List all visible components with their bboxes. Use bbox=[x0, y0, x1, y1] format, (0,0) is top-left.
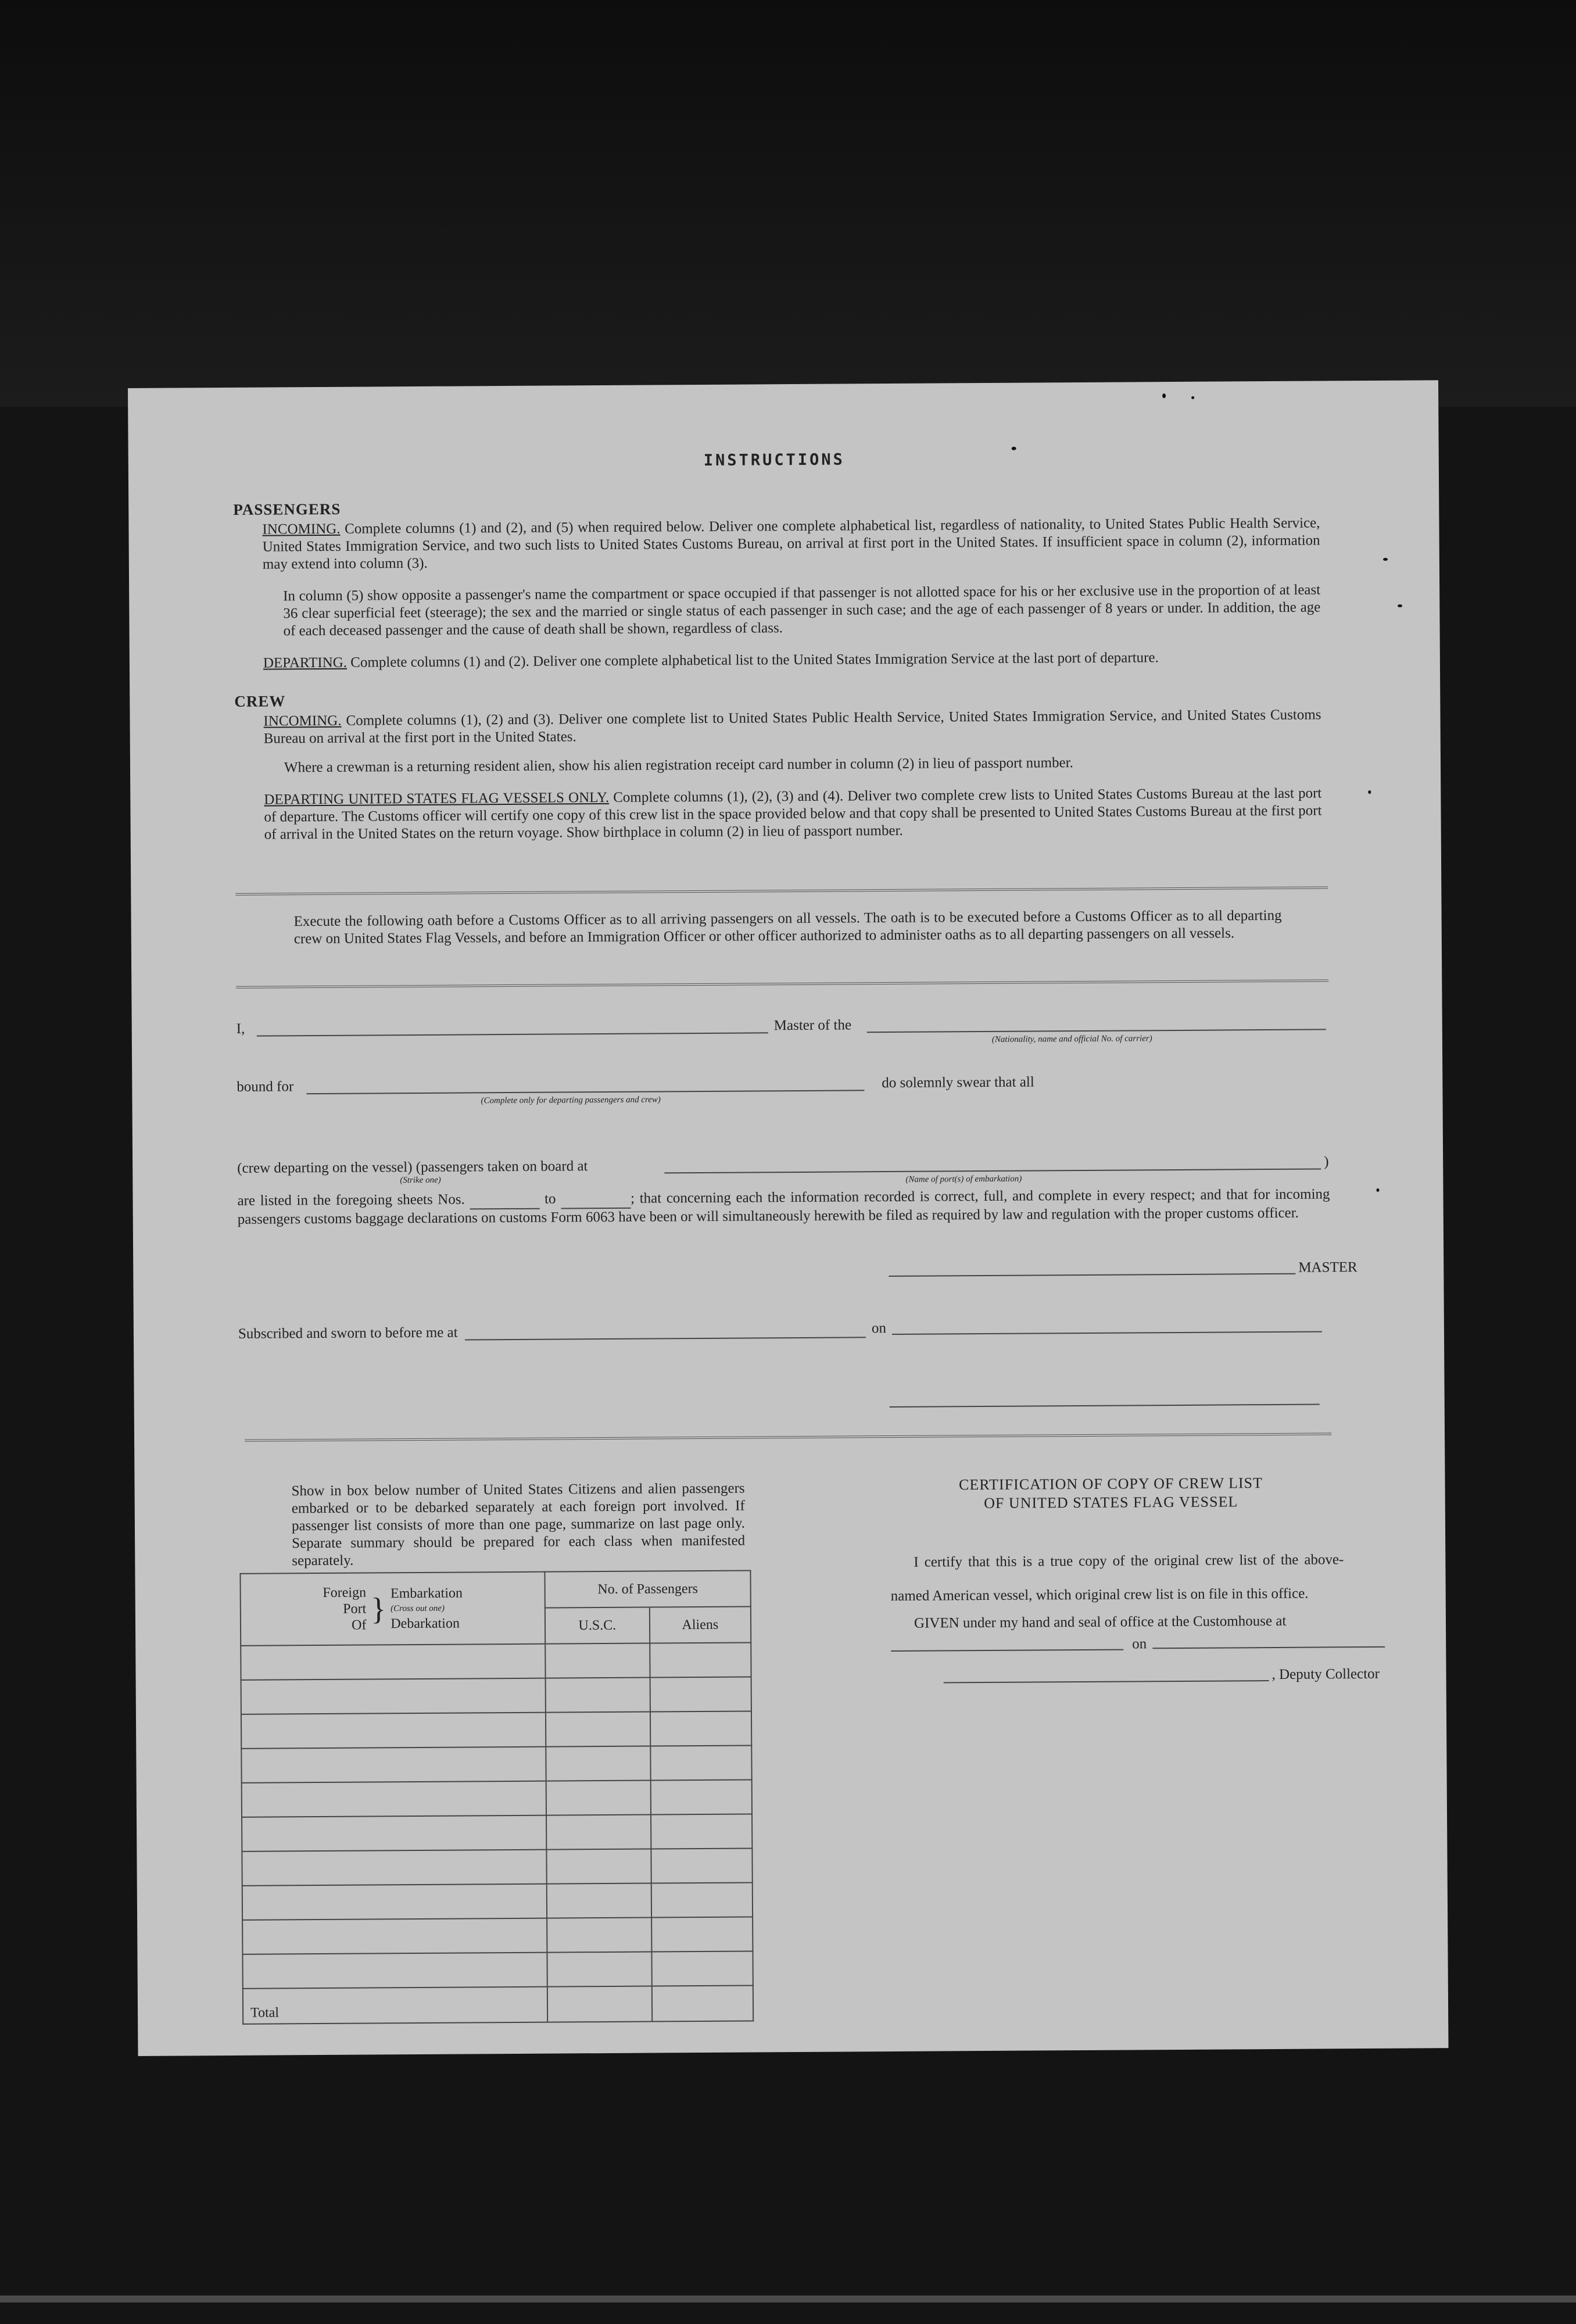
port-cell[interactable] bbox=[241, 1678, 546, 1714]
crew-departing-label-line: (crew departing on the vessel) (passengers taken on board at bbox=[237, 1158, 588, 1176]
certification-title-line1: CERTIFICATION OF COPY OF CREW LIST bbox=[959, 1474, 1263, 1494]
port-cell[interactable] bbox=[241, 1747, 546, 1783]
bound-for-caption: (Complete only for departing passengers and crew) bbox=[481, 1095, 661, 1106]
crew-incoming-label: INCOMING. bbox=[263, 712, 342, 729]
table-row bbox=[242, 1848, 752, 1885]
col-of: Of bbox=[351, 1617, 367, 1633]
passengers-departing-text: Complete columns (1) and (2). Deliver one complete alphabetical list to the United States Immigration Service at the last port of departure. bbox=[350, 650, 1159, 671]
usc-cell[interactable] bbox=[546, 1746, 650, 1781]
aliens-cell[interactable] bbox=[650, 1745, 752, 1780]
usc-header: U.S.C. bbox=[545, 1607, 650, 1644]
deputy-label: , Deputy Collector bbox=[1271, 1666, 1380, 1683]
usc-cell[interactable] bbox=[546, 1781, 651, 1815]
speck bbox=[1398, 604, 1402, 607]
brace-glyph: } bbox=[371, 1591, 386, 1627]
officer-signature-field[interactable] bbox=[890, 1404, 1320, 1408]
cert-date-field[interactable] bbox=[1152, 1646, 1385, 1649]
aliens-cell[interactable] bbox=[651, 1814, 753, 1849]
port-caption: (Name of port(s) of embarkation) bbox=[905, 1174, 1022, 1184]
embarkation-port-field[interactable] bbox=[664, 1168, 1321, 1173]
passengers-departing-paragraph bbox=[263, 648, 1321, 672]
aliens-cell[interactable] bbox=[651, 1951, 753, 1986]
bound-for-field[interactable] bbox=[306, 1090, 864, 1094]
passengers-incoming-text: Complete columns (1) and (2), and (5) when required below. Deliver one complete alphabetical list, regardless of nationality, to United States Public Health Service, United States Immigration Service, and two such lists to United States Customs Bureau, on arrival at first port in the United States. If insufficient space in column (2), information may extend into column (3). bbox=[262, 515, 1320, 572]
speck bbox=[1376, 1188, 1379, 1192]
crew-departing-paragraph bbox=[264, 785, 1322, 843]
strike-one-caption: (Strike one) bbox=[400, 1175, 441, 1186]
master-name-field[interactable] bbox=[257, 1032, 768, 1036]
master-of-label: Master of the bbox=[773, 1017, 852, 1034]
port-cell[interactable] bbox=[242, 1850, 546, 1886]
crew-heading: CREW bbox=[234, 692, 286, 710]
divider bbox=[235, 886, 1328, 895]
speck bbox=[1162, 393, 1166, 398]
port-cell[interactable] bbox=[242, 1918, 547, 1954]
cert-on-label: on bbox=[1132, 1636, 1147, 1652]
oath-instruction: Execute the following oath before a Customs Officer as to all arriving passengers on all vessels. The oath is to be executed before a Customs Officer as to all departing crew on United States Flag Vessels, and before an Immigration Officer or other officer authorized to administer oaths as to all departing passengers on all vessels. bbox=[293, 907, 1282, 947]
master-label: MASTER bbox=[1298, 1259, 1357, 1276]
col-embarkation: Embarkation bbox=[390, 1585, 463, 1602]
table-row bbox=[242, 1951, 753, 1988]
passengers-column5-paragraph: In column (5) show opposite a passenger's name the compartment or space occupied if that passenger is not allotted space for his or her exclusive use in the proportion of at least 36 clear superficial feet (steerage); the sex and the married or single status of each passenger in such case; and the age of each passenger of 8 years or under. In addition, the age of each deceased passenger and the cause of death shall be shown, regardless of class. bbox=[283, 582, 1321, 639]
form-sheet bbox=[128, 380, 1448, 2056]
summary-instruction: Show in box below number of United States Citizens and alien passengers embarked or to be debarked separately at each foreign port involved. If passenger list consists of more than one page, summarize on last page only. Separate summary should be prepared for each class when manifested separately. bbox=[291, 1480, 746, 1569]
passengers-incoming-paragraph bbox=[262, 514, 1320, 573]
customhouse-field[interactable] bbox=[891, 1649, 1123, 1652]
sworn-date-field[interactable] bbox=[892, 1331, 1322, 1335]
total-usc-cell[interactable] bbox=[547, 1986, 652, 2022]
port-cell[interactable] bbox=[242, 1781, 546, 1817]
port-header bbox=[240, 1572, 545, 1646]
aliens-cell[interactable] bbox=[651, 1848, 753, 1883]
speck bbox=[1383, 558, 1388, 561]
table-row bbox=[241, 1711, 751, 1748]
speck bbox=[1191, 396, 1194, 399]
total-label: Total bbox=[243, 1987, 547, 2024]
sworn-place-field[interactable] bbox=[465, 1337, 866, 1340]
oath-i-label: I, bbox=[236, 1020, 245, 1037]
aliens-cell[interactable] bbox=[651, 1917, 753, 1951]
total-row bbox=[243, 1985, 753, 2024]
certification-title-line2: OF UNITED STATES FLAG VESSEL bbox=[984, 1493, 1238, 1512]
sheet-from-field[interactable] bbox=[470, 1191, 539, 1210]
table-row bbox=[241, 1642, 751, 1680]
aliens-cell[interactable] bbox=[650, 1677, 751, 1711]
divider bbox=[245, 1433, 1331, 1441]
oath-text: ; that concerning each the information recorded is correct, full, and complete in every respect; and that for incoming passengers customs baggage declarations on customs Form 6063 have been or will simultaneously herewith be filed as required by law and regulation with the proper customs officer. bbox=[237, 1186, 1330, 1227]
total-aliens-cell[interactable] bbox=[651, 1985, 753, 2021]
table-row bbox=[241, 1745, 751, 1782]
subscribed-label: Subscribed and sworn to before me at bbox=[238, 1324, 458, 1342]
passengers-departing-label: DEPARTING. bbox=[263, 654, 348, 671]
vessel-caption: (Nationality, name and official No. of carrier) bbox=[991, 1034, 1152, 1044]
usc-cell[interactable] bbox=[545, 1643, 650, 1678]
certification-title bbox=[901, 1474, 1320, 1513]
usc-cell[interactable] bbox=[547, 1883, 651, 1918]
port-cell[interactable] bbox=[241, 1644, 545, 1680]
table-row bbox=[242, 1814, 752, 1851]
port-cell[interactable] bbox=[242, 1953, 547, 1989]
deputy-signature-field[interactable] bbox=[944, 1680, 1269, 1683]
usc-cell[interactable] bbox=[547, 1952, 651, 1987]
to-label: to bbox=[544, 1191, 556, 1207]
master-signature-field[interactable] bbox=[889, 1273, 1295, 1277]
page-title: INSTRUCTIONS bbox=[703, 450, 845, 470]
aliens-header: Aliens bbox=[649, 1606, 751, 1643]
bound-for-label: bound for bbox=[237, 1079, 294, 1095]
table-row bbox=[241, 1677, 751, 1714]
port-cell[interactable] bbox=[242, 1884, 547, 1920]
aliens-cell[interactable] bbox=[650, 1642, 751, 1677]
port-cell[interactable] bbox=[241, 1713, 546, 1749]
speck bbox=[1012, 447, 1016, 450]
passengers-heading: PASSENGERS bbox=[233, 500, 341, 518]
crew-incoming-text: Complete columns (1), (2) and (3). Deliver one complete list to United States Public Health Service, United States Immigration Service, and United States Customs Bureau on arrival at the first port in the United States. bbox=[263, 707, 1321, 747]
certify-text: I certify that this is a true copy of the original crew list of the above-named American vessel, which original crew list is on file in this office. bbox=[890, 1552, 1344, 1605]
col-debarkation: Debarkation bbox=[391, 1616, 460, 1632]
passengers-count-header: No. of Passengers bbox=[545, 1570, 750, 1607]
aliens-cell[interactable] bbox=[651, 1882, 753, 1917]
film-edge bbox=[0, 2296, 1576, 2302]
close-paren: ) bbox=[1324, 1154, 1329, 1170]
table-row bbox=[242, 1779, 752, 1817]
crew-incoming-paragraph bbox=[263, 706, 1321, 747]
divider bbox=[236, 979, 1328, 988]
speck bbox=[1368, 790, 1371, 794]
col-foreign: Foreign bbox=[323, 1585, 367, 1600]
sworn-on-label: on bbox=[871, 1320, 886, 1337]
table-row bbox=[242, 1882, 753, 1920]
usc-cell[interactable] bbox=[546, 1815, 651, 1850]
aliens-cell[interactable] bbox=[650, 1711, 752, 1746]
usc-cell[interactable] bbox=[546, 1678, 650, 1713]
given-text: GIVEN under my hand and seal of office at the Customhouse at bbox=[914, 1613, 1287, 1631]
port-cell[interactable] bbox=[242, 1815, 546, 1852]
usc-cell[interactable] bbox=[546, 1712, 650, 1747]
swear-label: do solemnly swear that all bbox=[882, 1074, 1034, 1091]
dark-background bbox=[0, 0, 1576, 407]
crew-departing-label: DEPARTING UNITED STATES FLAG VESSELS ONLY. bbox=[264, 789, 610, 808]
col-cross-out: (Cross out one) bbox=[391, 1603, 445, 1614]
listed-label: are listed in the foregoing sheets Nos. bbox=[237, 1191, 465, 1209]
sheet-to-field[interactable] bbox=[561, 1190, 631, 1209]
vessel-field[interactable] bbox=[867, 1029, 1326, 1033]
col-port: Port bbox=[343, 1601, 367, 1617]
passengers-incoming-label: INCOMING. bbox=[262, 521, 341, 538]
passenger-summary-table bbox=[239, 1570, 754, 2024]
table-row bbox=[242, 1917, 753, 1954]
usc-cell[interactable] bbox=[546, 1849, 651, 1884]
crew-departing-text: Complete columns (1), (2), (3) and (4). Deliver two complete crew lists to United States Customs Bureau at the last port of departure. The Customs officer will certify one copy of this crew list in the space provided below and that copy shall be presented to United States Customs Bureau at the first port of arrival in the United States on the return voyage. Show birthplace in column (2) in lieu of passport number. bbox=[264, 785, 1322, 843]
aliens-cell[interactable] bbox=[650, 1779, 752, 1814]
oath-paragraph bbox=[237, 1186, 1330, 1228]
usc-cell[interactable] bbox=[547, 1918, 651, 1953]
crew-alien-paragraph: Where a crewman is a returning resident alien, show his alien registration receipt card number in column (2) in lieu of passport number. bbox=[284, 755, 1073, 776]
